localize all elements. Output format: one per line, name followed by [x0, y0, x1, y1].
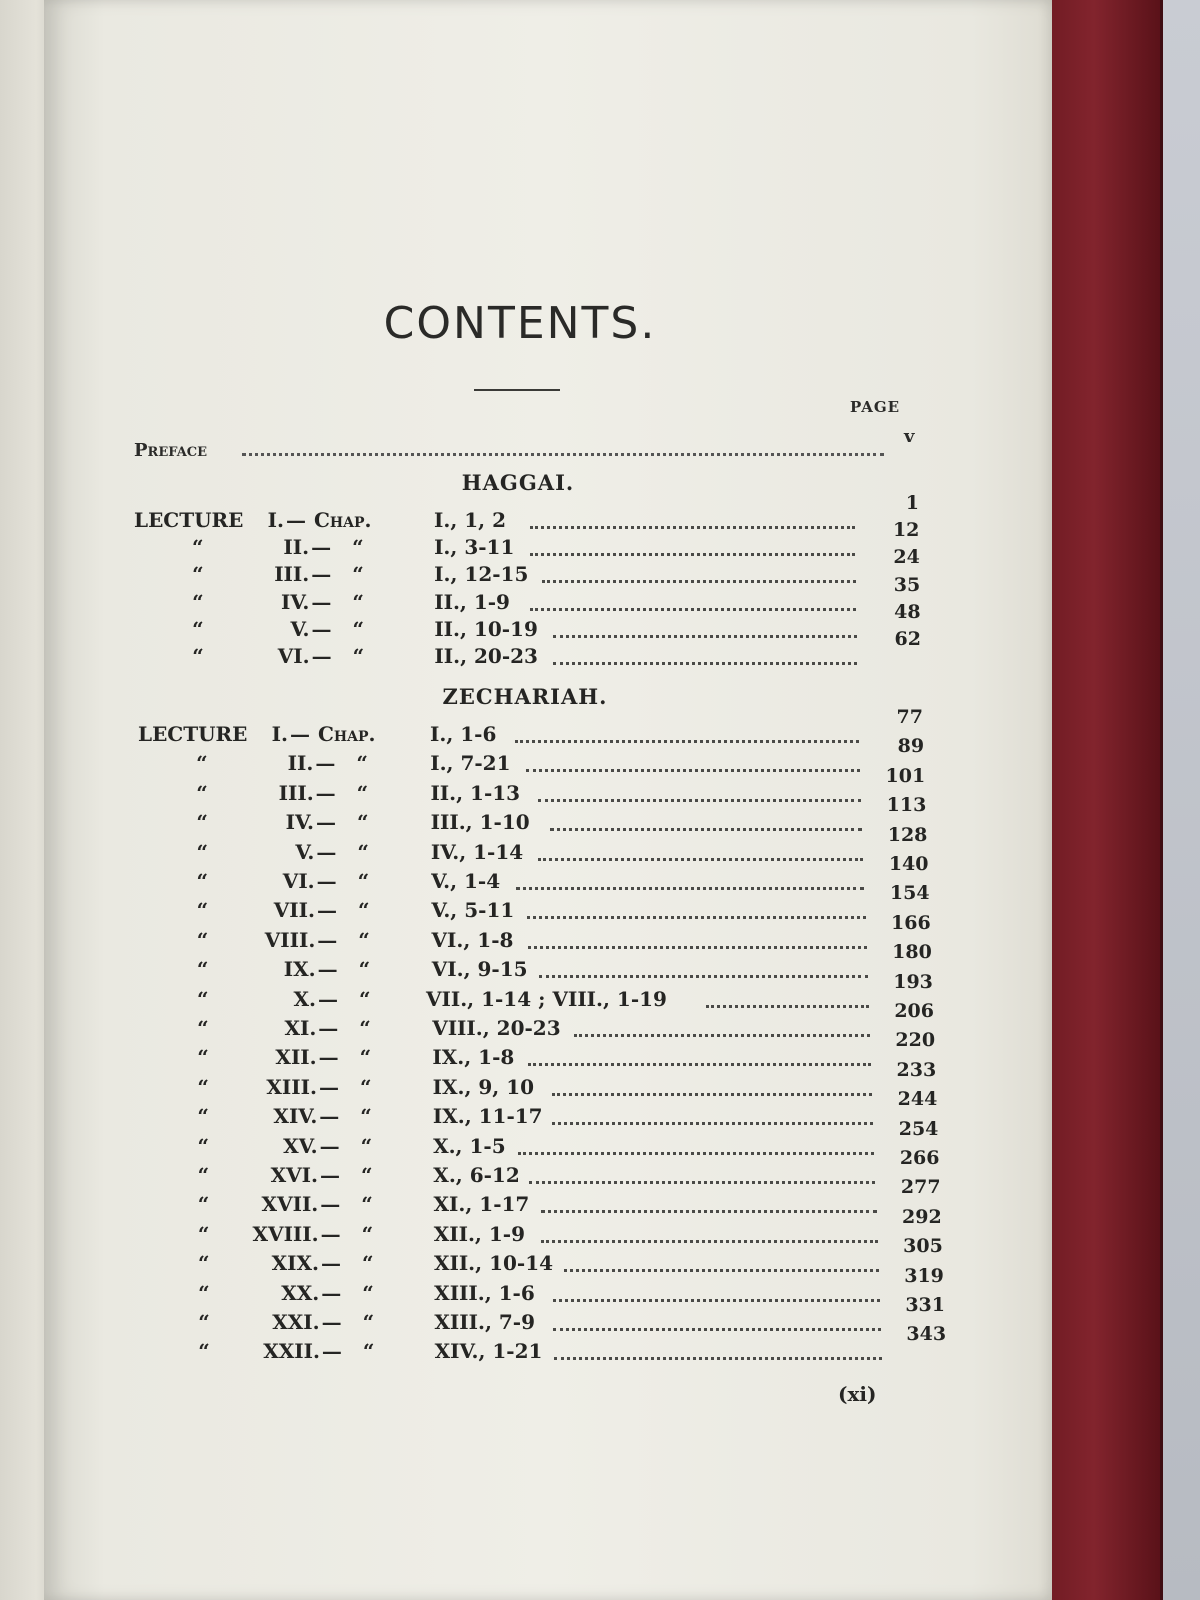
lecture-number: XIII. [266, 1074, 317, 1099]
toc-entry[interactable] [138, 735, 968, 779]
separator-dash: — [319, 1163, 340, 1187]
lecture-number: V. [295, 839, 315, 864]
chapter-reference: VI., 9-15 [431, 957, 528, 982]
chapter-reference: IX., 1-8 [432, 1045, 515, 1070]
chapter-reference: VII., 1-14 ; VIII., 1-19 [425, 986, 667, 1011]
separator-dash: — [318, 1045, 339, 1070]
chapter-reference: II., 10-19 [434, 616, 538, 641]
lecture-label: “ [197, 1163, 210, 1187]
dot-leader [552, 1122, 873, 1125]
page-title: CONTENTS. [383, 298, 657, 349]
separator-dash: — [311, 644, 332, 668]
lecture-label: “ [197, 1045, 209, 1070]
chapter-label: Chap. [318, 722, 376, 746]
page-number: 331 [905, 1294, 945, 1316]
separator-dash: — [316, 869, 337, 893]
page-number: 89 [897, 735, 925, 758]
page-number: 12 [892, 519, 920, 542]
lecture-label: “ [197, 1133, 210, 1158]
separator-dash: — [320, 1251, 341, 1276]
separator-dash: — [315, 810, 336, 835]
preface-entry[interactable] [134, 426, 915, 464]
page-number: 266 [899, 1147, 940, 1169]
lecture-label: “ [192, 589, 204, 614]
toc-entry[interactable] [138, 1147, 968, 1191]
lecture-label: “ [197, 1192, 210, 1217]
lecture-number: II. [283, 535, 310, 560]
lecture-number: XVI. [270, 1163, 318, 1187]
dot-leader [515, 740, 860, 743]
page-number: 24 [893, 546, 920, 569]
chapter-label: “ [357, 839, 369, 864]
dot-leader [530, 553, 855, 556]
chapter-reference: III., 1-10 [430, 810, 530, 835]
chapter-reference: XIII., 1-6 [434, 1280, 535, 1305]
chapter-label: “ [352, 562, 364, 587]
chapter-reference: I., 12-15 [434, 562, 529, 587]
lecture-label: “ [196, 898, 209, 923]
chapter-label: “ [356, 751, 368, 776]
book-cover [1040, 0, 1163, 1600]
dot-leader [574, 1034, 870, 1037]
lecture-number: X. [293, 986, 316, 1011]
chapter-label: “ [361, 1221, 374, 1246]
lecture-label: “ [197, 1016, 209, 1040]
dot-leader [553, 1299, 880, 1302]
toc-entry[interactable] [138, 823, 968, 868]
lecture-label: “ [192, 562, 204, 587]
toc-entry[interactable] [138, 882, 968, 926]
dot-leader [526, 769, 860, 772]
toc-entry[interactable] [138, 706, 968, 750]
toc-entry[interactable] [138, 970, 968, 1015]
chapter-label: “ [359, 1045, 372, 1070]
dot-leader [564, 1269, 878, 1272]
lecture-label: “ [198, 1339, 210, 1364]
toc-entry[interactable] [138, 1176, 968, 1220]
separator-dash: — [319, 1133, 340, 1158]
chapter-reference: II., 1-9 [434, 589, 510, 614]
chapter-label: “ [359, 1074, 372, 1099]
toc-entry[interactable] [138, 764, 968, 809]
page-number: 277 [900, 1176, 941, 1199]
separator-dash: — [321, 1310, 342, 1334]
lecture-number: XXI. [272, 1310, 320, 1334]
dot-leader [554, 1357, 882, 1360]
page-number: 233 [896, 1058, 937, 1081]
lecture-label: “ [196, 957, 209, 982]
lecture-label: “ [196, 810, 208, 835]
chapter-label: “ [362, 1339, 375, 1364]
separator-dash: — [290, 722, 310, 746]
separator-dash: — [311, 562, 332, 587]
chapter-label: “ [362, 1310, 375, 1334]
chapter-reference: V., 5-11 [431, 898, 515, 923]
section-heading: HAGGAI. [461, 470, 575, 495]
dot-leader [529, 1181, 875, 1184]
toc-entry[interactable] [138, 1264, 968, 1309]
lecture-number: VIII. [264, 927, 316, 952]
chapter-reference: XI., 1-17 [433, 1192, 530, 1217]
page-number: 128 [887, 823, 928, 846]
separator-dash: — [286, 508, 306, 532]
chapter-label: “ [360, 1163, 373, 1187]
page-number: 48 [894, 600, 921, 623]
page-column-label: PAGE [850, 398, 901, 416]
dot-leader [516, 887, 865, 890]
dot-leader [242, 453, 884, 456]
lecture-label: “ [197, 1221, 210, 1246]
toc-entry[interactable] [138, 1000, 968, 1044]
dot-leader [706, 1005, 869, 1008]
chapter-label: “ [352, 644, 365, 668]
chapter-reference: I., 1-6 [430, 722, 497, 746]
chapter-label: “ [356, 780, 369, 805]
chapter-label: “ [359, 1016, 371, 1040]
separator-dash: — [320, 1221, 341, 1246]
lecture-label: “ [192, 644, 204, 668]
chapter-label: “ [352, 616, 364, 641]
page-number: 254 [898, 1117, 939, 1140]
page-number: 62 [894, 628, 921, 650]
lecture-label: LECTURE [138, 722, 248, 746]
toc-entry[interactable] [138, 1294, 968, 1338]
separator-dash: — [317, 927, 338, 952]
chapter-reference: IX., 11-17 [432, 1104, 543, 1129]
lecture-number: VI. [282, 869, 315, 893]
chapter-reference: XII., 10-14 [433, 1251, 554, 1276]
dot-leader [530, 526, 855, 529]
separator-dash: — [315, 780, 336, 805]
toc-entry[interactable] [138, 1235, 968, 1279]
dot-leader [553, 662, 857, 665]
dot-leader [530, 608, 856, 611]
lecture-number: XVIII. [252, 1221, 319, 1246]
separator-dash: — [316, 898, 337, 923]
dot-leader [527, 916, 865, 919]
lecture-number: III. [274, 562, 310, 587]
dot-leader [541, 1210, 877, 1213]
chapter-reference: X., 1-5 [433, 1133, 506, 1158]
chapter-label: “ [361, 1251, 374, 1276]
page-number: 101 [885, 764, 926, 787]
lecture-number: IV. [281, 589, 310, 614]
dot-leader [528, 946, 867, 949]
preface-page: v [904, 426, 915, 447]
chapter-label: “ [352, 535, 364, 560]
lecture-number: XI. [284, 1016, 317, 1040]
lecture-label: “ [196, 839, 208, 864]
chapter-label: “ [361, 1192, 373, 1217]
lecture-label: “ [198, 1280, 210, 1305]
lecture-number: XII. [275, 1045, 317, 1070]
toc-entry[interactable] [138, 941, 968, 985]
page-number: 206 [894, 1000, 934, 1022]
lecture-number: I. [271, 722, 288, 746]
dot-leader [550, 828, 863, 831]
separator-dash: — [321, 1339, 342, 1364]
chapter-label: “ [358, 986, 371, 1011]
toc-entry[interactable] [138, 1117, 968, 1162]
separator-dash: — [311, 535, 332, 560]
toc-entry[interactable] [138, 1205, 968, 1250]
preface-label: Preface [134, 440, 208, 461]
page-number: 180 [892, 941, 932, 964]
chapter-label: “ [360, 1133, 373, 1158]
chapter-reference: IV., 1-14 [430, 839, 524, 864]
dot-leader [539, 975, 868, 978]
chapter-label: “ [358, 957, 371, 982]
section-heading: ZECHARIAH. [442, 684, 608, 709]
separator-dash: — [321, 1280, 342, 1305]
lecture-number: I. [267, 508, 284, 532]
chapter-reference: XIII., 7-9 [434, 1310, 535, 1334]
chapter-reference: VIII., 20-23 [432, 1016, 561, 1040]
separator-dash: — [320, 1192, 341, 1217]
chapter-label: “ [358, 927, 370, 952]
lecture-label: “ [197, 1251, 210, 1276]
separator-dash: — [311, 616, 332, 641]
page-number: 166 [891, 911, 931, 934]
dot-leader [518, 1152, 875, 1155]
page-number: 77 [896, 706, 923, 728]
lecture-label: “ [197, 1074, 209, 1099]
lecture-number: III. [278, 780, 314, 805]
toc-entry[interactable] [138, 1058, 968, 1103]
separator-dash: — [311, 589, 332, 614]
toc-entry[interactable] [138, 911, 968, 956]
chapter-label: “ [360, 1104, 372, 1129]
dot-leader [541, 1240, 877, 1243]
separator-dash: — [317, 986, 338, 1011]
dot-leader [553, 635, 856, 638]
lecture-label: “ [198, 1310, 210, 1334]
lecture-label: “ [192, 535, 204, 560]
lecture-number: XX. [281, 1280, 320, 1305]
lecture-number: VI. [277, 644, 310, 668]
lecture-number: XV. [283, 1133, 318, 1158]
dot-leader [553, 1328, 881, 1331]
toc-entry[interactable] [134, 492, 964, 536]
page-number: 140 [888, 853, 929, 875]
lecture-number: XIV. [273, 1104, 318, 1129]
chapter-reference: IX., 9, 10 [432, 1074, 535, 1099]
separator-dash: — [319, 1104, 340, 1129]
toc-entry[interactable] [138, 853, 968, 897]
lecture-label: “ [196, 927, 209, 952]
chapter-label: “ [362, 1280, 374, 1305]
dot-leader [542, 580, 856, 583]
chapter-reference: I., 7-21 [430, 751, 511, 776]
chapter-reference: XII., 1-9 [433, 1221, 525, 1246]
chapter-reference: V., 1-4 [431, 869, 501, 893]
page-number: 244 [897, 1088, 938, 1111]
separator-dash: — [318, 1074, 339, 1099]
toc-entry[interactable] [138, 794, 968, 838]
chapter-reference: I., 3-11 [434, 535, 515, 560]
chapter-label: Chap. [314, 508, 372, 532]
page-number: 220 [895, 1029, 936, 1052]
chapter-label: “ [356, 810, 369, 835]
page-number: 35 [893, 573, 921, 596]
lecture-number: II. [287, 751, 314, 776]
lecture-number: XVII. [261, 1192, 319, 1217]
page-number: 154 [889, 882, 930, 905]
page-number: 319 [904, 1264, 944, 1287]
page-number: 305 [903, 1235, 943, 1258]
separator-dash: — [315, 751, 336, 776]
dot-leader [528, 1063, 871, 1066]
chapter-reference: II., 20-23 [434, 644, 538, 668]
dot-leader [538, 858, 863, 861]
chapter-reference: X., 6-12 [433, 1163, 520, 1187]
lecture-number: VII. [273, 898, 315, 923]
separator-dash: — [316, 839, 337, 864]
title-rule [474, 389, 560, 391]
page-number: 1 [905, 492, 919, 514]
chapter-label: “ [357, 869, 370, 893]
lecture-label: “ [196, 869, 209, 893]
chapter-label: “ [352, 589, 364, 614]
toc-entry[interactable] [138, 1088, 968, 1132]
lecture-label: LECTURE [134, 508, 244, 532]
lecture-label: “ [196, 780, 208, 805]
chapter-reference: I., 1, 2 [434, 508, 507, 532]
lecture-label: “ [196, 986, 209, 1011]
lecture-label: “ [197, 1104, 209, 1129]
page-number: 343 [906, 1323, 947, 1346]
lecture-number: XXII. [263, 1339, 320, 1364]
page-number: 292 [902, 1205, 942, 1228]
lecture-number: IX. [283, 957, 316, 982]
chapter-reference: XIV., 1-21 [434, 1339, 543, 1364]
chapter-label: “ [357, 898, 370, 923]
chapter-reference: VI., 1-8 [431, 927, 514, 952]
dot-leader [538, 799, 861, 802]
dot-leader [552, 1093, 873, 1096]
lecture-label: “ [192, 616, 204, 641]
lecture-number: XIX. [271, 1251, 319, 1276]
page-number: 113 [886, 794, 927, 817]
chapter-reference: II., 1-13 [430, 780, 521, 805]
lecture-label: “ [196, 751, 208, 776]
toc-entry[interactable] [138, 1029, 968, 1073]
lecture-number: V. [290, 616, 310, 641]
separator-dash: — [317, 957, 338, 982]
page-number: 193 [893, 970, 933, 993]
separator-dash: — [318, 1016, 339, 1040]
page-folio: (xi) [838, 1382, 877, 1406]
lecture-number: IV. [285, 810, 314, 835]
toc-entry[interactable] [138, 1323, 968, 1367]
